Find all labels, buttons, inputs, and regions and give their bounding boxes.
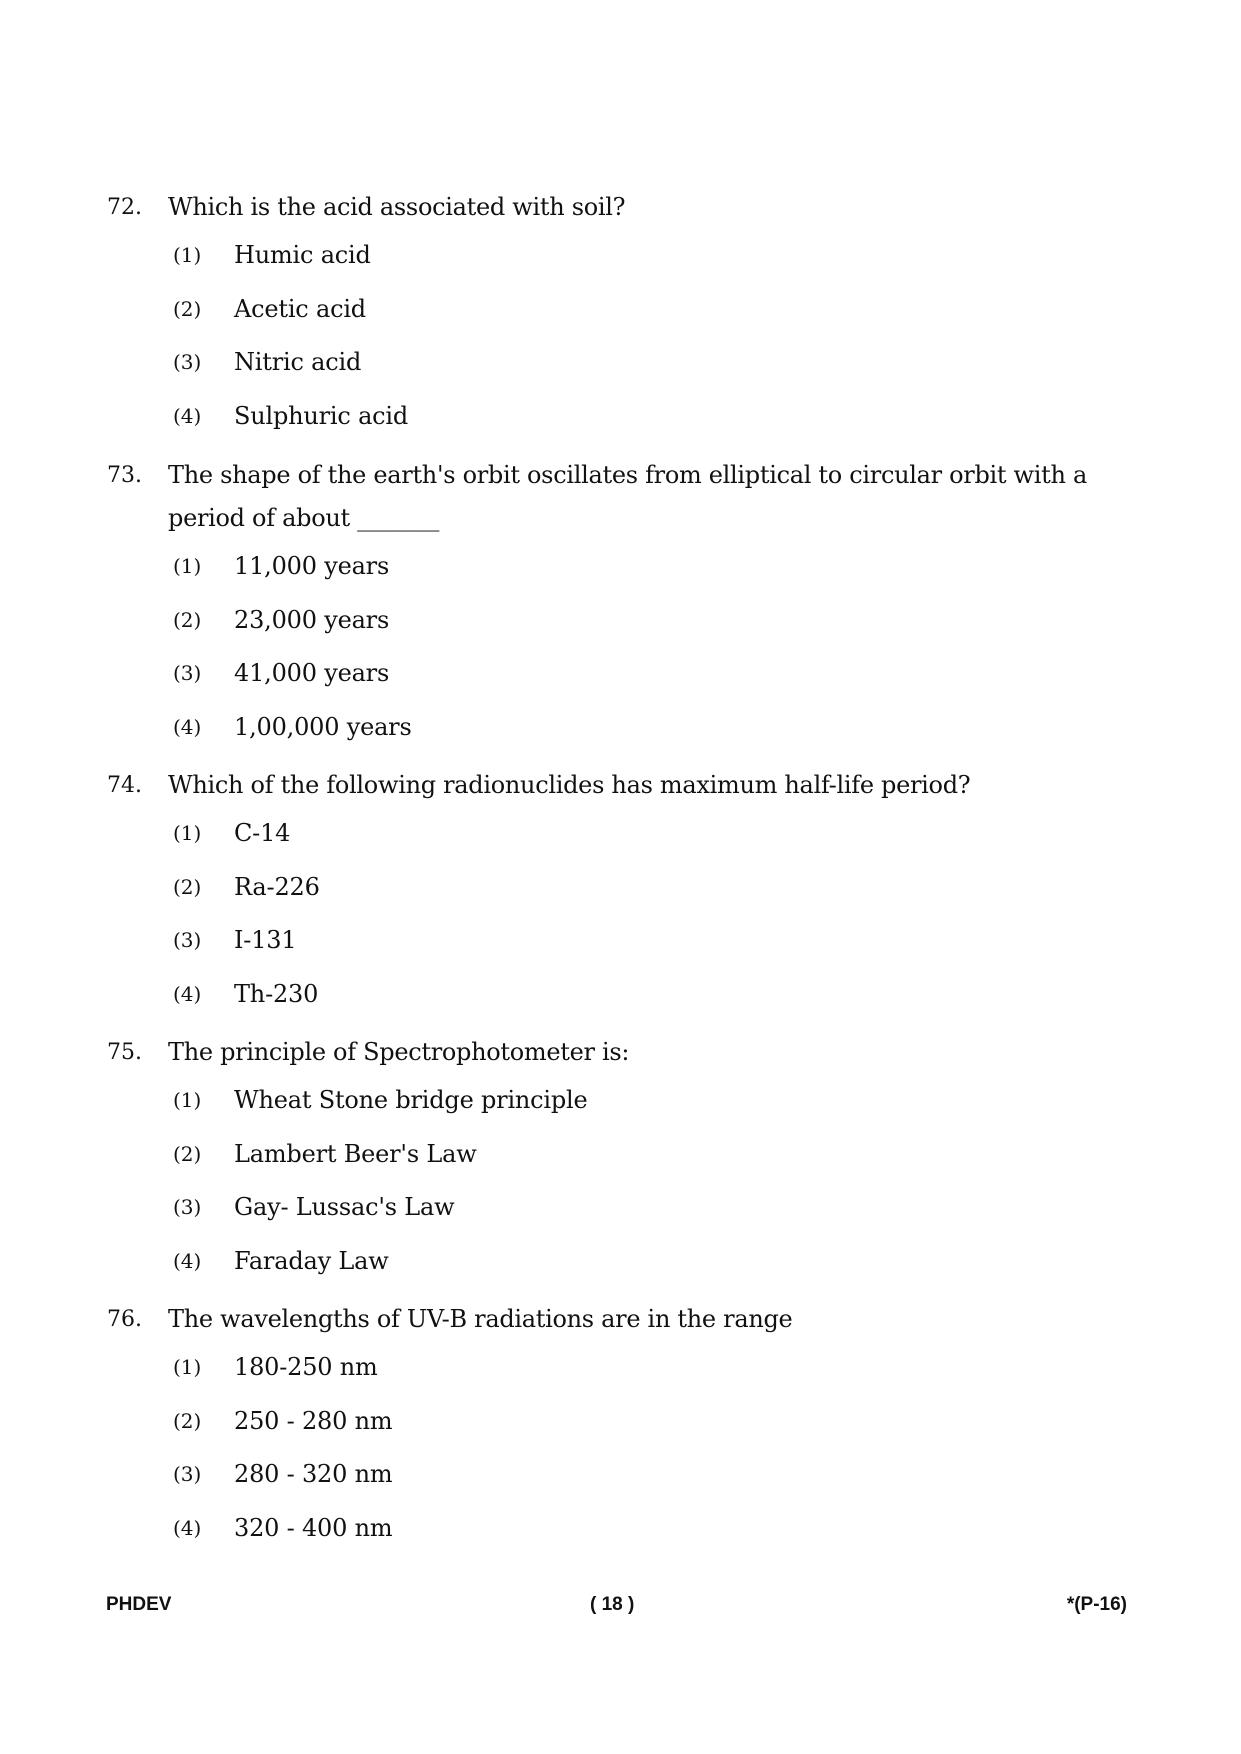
option-number: (4) <box>173 1515 202 1540</box>
option-number: (2) <box>173 607 202 632</box>
question-72 <box>0 186 1241 443</box>
option-text: 320 - 400 nm <box>234 1513 393 1542</box>
option-number: (1) <box>173 554 202 578</box>
option-4 <box>0 1235 1241 1289</box>
option-1 <box>0 1341 1241 1395</box>
question-stem-continued <box>0 497 1241 540</box>
option-text: Humic acid <box>234 241 371 269</box>
option-1 <box>0 540 1241 594</box>
option-number: (3) <box>173 928 202 952</box>
option-text: Th-230 <box>234 979 319 1008</box>
option-number: (2) <box>173 1408 202 1433</box>
question-74 <box>0 764 1241 1021</box>
question-number: 73. <box>107 463 142 488</box>
option-3 <box>0 1181 1241 1235</box>
option-text: I-131 <box>234 926 297 954</box>
option-3 <box>0 1448 1241 1502</box>
option-text: Sulphuric acid <box>234 401 409 430</box>
option-2 <box>0 1395 1241 1449</box>
option-text: Lambert Beer's Law <box>234 1139 477 1168</box>
question-number: 76. <box>107 1307 142 1332</box>
footer-page-number: ( 18 ) <box>590 1594 635 1615</box>
question-75 <box>0 1031 1241 1288</box>
option-number: (3) <box>173 661 202 685</box>
option-2 <box>0 861 1241 915</box>
option-number: (2) <box>173 874 202 899</box>
option-text: Acetic acid <box>234 294 366 323</box>
option-1 <box>0 1074 1241 1128</box>
option-3 <box>0 336 1241 390</box>
option-list <box>0 229 1241 443</box>
option-number: (1) <box>173 1355 202 1379</box>
option-3 <box>0 914 1241 968</box>
question-stem <box>0 186 1241 229</box>
option-number: (2) <box>173 296 202 321</box>
footer-set-code: *(P-16) <box>1066 1594 1127 1615</box>
option-4 <box>0 968 1241 1022</box>
option-text: Faraday Law <box>234 1246 389 1275</box>
question-text: The principle of Spectrophotometer is: <box>168 1038 630 1066</box>
option-text: 180-250 nm <box>234 1353 378 1381</box>
question-76 <box>0 1298 1241 1555</box>
question-stem <box>0 454 1241 497</box>
option-4 <box>0 390 1241 444</box>
option-text: 280 - 320 nm <box>234 1460 393 1488</box>
option-text: C-14 <box>234 819 291 847</box>
option-1 <box>0 229 1241 283</box>
option-number: (3) <box>173 1195 202 1219</box>
option-2 <box>0 1128 1241 1182</box>
option-number: (1) <box>173 1088 202 1112</box>
option-text: 41,000 years <box>234 659 390 687</box>
option-text: Nitric acid <box>234 348 362 376</box>
option-4 <box>0 1502 1241 1556</box>
option-number: (4) <box>173 1248 202 1273</box>
option-text: Ra-226 <box>234 872 320 901</box>
question-stem <box>0 1031 1241 1074</box>
option-2 <box>0 283 1241 337</box>
option-text: 23,000 years <box>234 605 390 634</box>
option-text: 250 - 280 nm <box>234 1406 393 1435</box>
option-4 <box>0 701 1241 755</box>
option-list <box>0 1341 1241 1555</box>
option-text: Wheat Stone bridge principle <box>234 1086 588 1114</box>
option-2 <box>0 594 1241 648</box>
question-text: The wavelengths of UV-B radiations are in the range <box>168 1305 793 1333</box>
option-list <box>0 540 1241 754</box>
question-text-line-2: period of about _______ <box>168 504 440 532</box>
option-text: 11,000 years <box>234 552 390 580</box>
option-number: (1) <box>173 243 202 267</box>
question-stem <box>0 764 1241 807</box>
question-text: Which of the following radionuclides has maximum half-life period? <box>168 771 971 799</box>
option-1 <box>0 807 1241 861</box>
option-number: (2) <box>173 1141 202 1166</box>
option-list <box>0 1074 1241 1288</box>
question-number: 75. <box>107 1040 142 1065</box>
option-text: 1,00,000 years <box>234 712 412 741</box>
question-number: 72. <box>107 195 142 220</box>
option-number: (3) <box>173 350 202 374</box>
question-stem <box>0 1298 1241 1341</box>
option-number: (4) <box>173 714 202 739</box>
option-number: (3) <box>173 1462 202 1486</box>
question-text: Which is the acid associated with soil? <box>168 193 626 221</box>
option-number: (1) <box>173 821 202 845</box>
question-73 <box>0 454 1241 754</box>
question-text-line-1: The shape of the earth's orbit oscillates from elliptical to circular orbit with a <box>168 461 1088 489</box>
footer-paper-code: PHDEV <box>106 1594 172 1615</box>
option-3 <box>0 647 1241 701</box>
option-number: (4) <box>173 403 202 428</box>
option-list <box>0 807 1241 1021</box>
option-number: (4) <box>173 981 202 1006</box>
option-text: Gay- Lussac's Law <box>234 1193 455 1221</box>
question-number: 74. <box>107 773 142 798</box>
